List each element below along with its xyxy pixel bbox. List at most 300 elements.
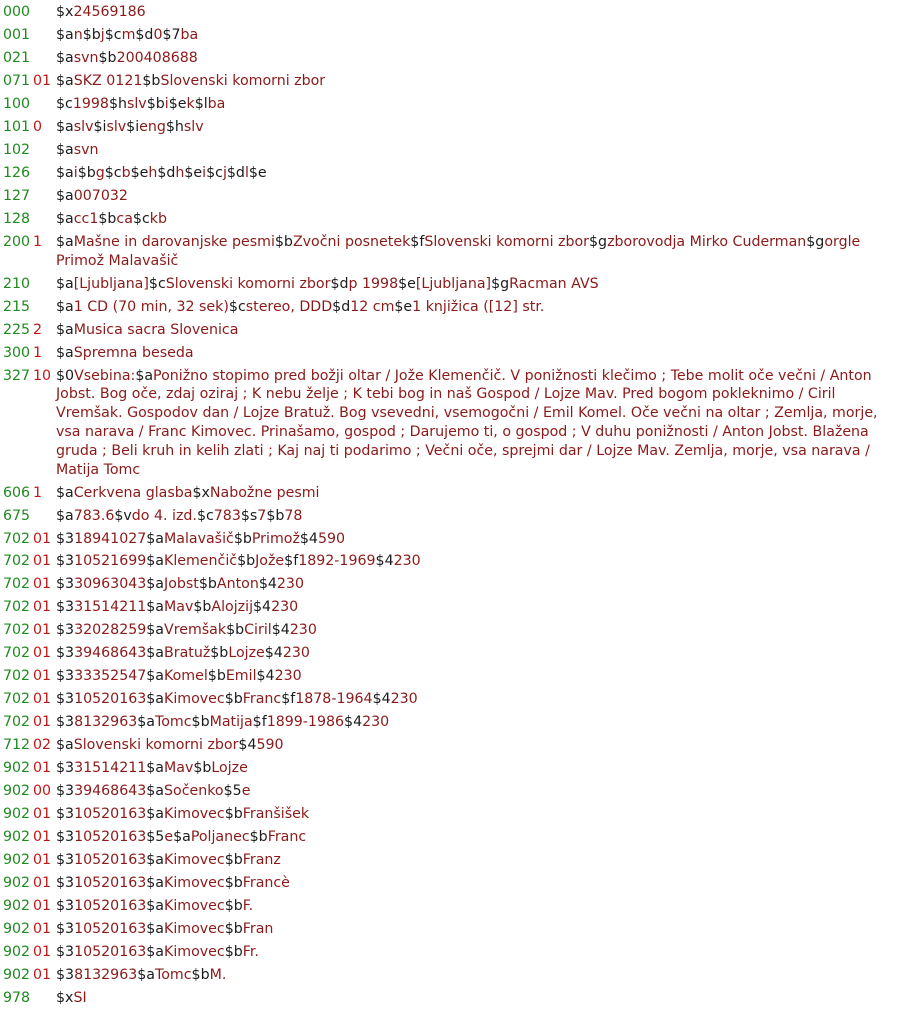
field-content	[56, 210, 900, 229]
field-tag: 902	[3, 829, 31, 846]
subfield-value: do 4. izd.	[131, 507, 197, 524]
field-702	[0, 690, 900, 713]
field-tag: 902	[3, 967, 31, 984]
subfield-code: $3	[56, 875, 75, 892]
field-128	[0, 210, 900, 233]
subfield-value: eng	[139, 118, 166, 135]
field-content	[56, 49, 900, 68]
field-indicator: 2	[33, 321, 43, 338]
subfield-value: 783	[213, 507, 241, 524]
field-225	[0, 321, 900, 344]
subfield-value: 230	[390, 691, 418, 708]
subfield-value: Fran	[242, 921, 274, 938]
subfield-code: $a	[56, 141, 74, 158]
subfield-code: $c	[104, 164, 122, 181]
subfield-value: Komel	[164, 668, 208, 685]
subfield-code: $a	[137, 967, 155, 984]
subfield-code: $0	[56, 367, 75, 384]
field-606	[0, 484, 900, 507]
subfield-code: $a	[173, 829, 191, 846]
subfield-value: Musica sacra Slovenica	[73, 321, 239, 338]
subfield-code: $3	[56, 668, 75, 685]
subfield-code: $x	[56, 4, 74, 20]
subfield-value: F.	[242, 898, 254, 915]
subfield-code: $b	[249, 829, 268, 846]
subfield-value: Jože	[255, 553, 285, 570]
subfield-code: $3	[56, 760, 75, 777]
field-indicator: 01	[33, 553, 52, 570]
field-101	[0, 118, 900, 141]
field-content	[56, 759, 900, 778]
subfield-code: $c	[148, 275, 166, 292]
field-tag: 902	[3, 852, 31, 869]
subfield-value: M.	[209, 967, 227, 984]
field-tag: 300	[3, 344, 31, 361]
subfield-value: kb	[149, 210, 167, 227]
field-indicator: 1	[33, 233, 43, 250]
subfield-value: Kimovec	[164, 806, 225, 823]
field-tag: 902	[3, 760, 31, 777]
subfield-value: Anton	[216, 576, 259, 593]
subfield-value: p 1998	[348, 275, 399, 292]
subfield-code: $4	[375, 553, 394, 570]
subfield-code: $b	[191, 967, 210, 984]
subfield-code: $3	[56, 783, 75, 800]
subfield-code: $a	[146, 576, 165, 593]
field-tag: 702	[3, 668, 31, 685]
subfield-value: zborovodja Mirko Cuderman	[607, 233, 807, 250]
field-tag: 702	[3, 599, 31, 616]
field-702	[0, 552, 900, 575]
subfield-value: 783.6	[73, 507, 115, 524]
subfield-code: $a	[56, 118, 74, 135]
subfield-code: $b	[191, 714, 210, 731]
subfield-code: $h	[165, 118, 184, 135]
field-tag: 001	[3, 26, 31, 43]
subfield-code: $b	[224, 852, 243, 869]
field-tag: 702	[3, 691, 31, 708]
subfield-code: $a	[146, 852, 165, 869]
field-tag: 675	[3, 507, 31, 524]
subfield-value: 33352547	[74, 668, 147, 685]
subfield-code: $a	[146, 944, 165, 961]
subfield-code: $a	[56, 344, 74, 361]
field-content	[56, 507, 900, 526]
field-content	[56, 943, 900, 962]
field-content	[56, 3, 900, 22]
subfield-value: 1998	[72, 95, 109, 112]
subfield-code: $e	[130, 164, 149, 181]
subfield-value: i	[202, 164, 207, 181]
subfield-code: $b	[193, 599, 212, 616]
subfield-value: slv	[73, 118, 94, 135]
field-102	[0, 141, 900, 164]
field-content	[56, 484, 900, 503]
subfield-code: $3	[56, 806, 75, 823]
field-content	[56, 530, 900, 549]
subfield-value: ba	[180, 26, 199, 43]
field-tag: 702	[3, 530, 31, 547]
subfield-value: 1878-1964	[295, 691, 373, 708]
subfield-code: $d	[135, 26, 154, 43]
subfield-code: $a	[146, 806, 165, 823]
subfield-value: Kimovec	[164, 852, 225, 869]
field-content	[56, 187, 900, 206]
field-content	[56, 233, 900, 271]
subfield-value: 200408688	[116, 49, 198, 66]
subfield-value: 590	[256, 737, 284, 754]
field-tag: 215	[3, 298, 31, 315]
subfield-value: SI	[73, 990, 87, 1007]
subfield-value: SKZ 0121	[73, 72, 143, 89]
subfield-code: $b	[233, 530, 252, 547]
field-content	[56, 298, 900, 317]
subfield-code: $a	[56, 484, 74, 501]
field-content	[56, 782, 900, 801]
field-indicator: 01	[33, 576, 52, 593]
subfield-value: Bratuž	[164, 645, 211, 662]
subfield-value: Slovenski komorni zbor	[165, 275, 331, 292]
subfield-value: Sočenko	[164, 783, 224, 800]
field-tag: 702	[3, 553, 31, 570]
field-content	[56, 141, 900, 160]
subfield-value: Kimovec	[164, 921, 225, 938]
subfield-code: $a	[56, 275, 74, 292]
subfield-value: Franz	[242, 852, 281, 869]
subfield-value: Alojzij	[211, 599, 254, 616]
subfield-value: 8132963	[74, 714, 138, 731]
subfield-value: Franc	[242, 691, 282, 708]
field-327	[0, 367, 900, 484]
field-tag: 128	[3, 210, 31, 227]
field-tag: 102	[3, 141, 31, 158]
subfield-value: 10520163	[74, 944, 147, 961]
subfield-code: $5	[223, 783, 242, 800]
subfield-value: Slovenski komorni zbor	[73, 737, 239, 754]
subfield-code: $c	[132, 210, 150, 227]
subfield-value: Tomc	[154, 714, 192, 731]
field-indicator: 1	[33, 344, 43, 361]
field-210	[0, 275, 900, 298]
subfield-code: $b	[224, 944, 243, 961]
field-tag: 000	[3, 4, 31, 20]
field-tag: 702	[3, 714, 31, 731]
subfield-code: $b	[224, 875, 243, 892]
subfield-code: $c	[56, 95, 73, 112]
field-127	[0, 187, 900, 210]
subfield-value: 39468643	[74, 783, 147, 800]
subfield-value: 8132963	[74, 967, 138, 984]
subfield-value: 31514211	[74, 760, 147, 777]
field-indicator: 01	[33, 875, 52, 892]
subfield-value: Nabožne pesmi	[209, 484, 320, 501]
subfield-value: j	[222, 164, 227, 181]
subfield-value: 30963043	[74, 576, 147, 593]
subfield-code: $3	[56, 898, 75, 915]
subfield-value: k	[186, 95, 195, 112]
subfield-code: $x	[192, 484, 210, 501]
subfield-value: Lojze	[228, 645, 265, 662]
field-indicator: 10	[33, 367, 52, 384]
subfield-value: Primož	[251, 530, 300, 547]
field-021	[0, 49, 900, 72]
subfield-code: $f	[284, 553, 299, 570]
subfield-code: $3	[56, 829, 75, 846]
subfield-code: $x	[56, 990, 74, 1007]
subfield-code: $4	[271, 622, 290, 639]
subfield-value: Franšišek	[242, 806, 310, 823]
subfield-value: Emil	[225, 668, 257, 685]
field-978	[0, 989, 900, 1012]
subfield-code: $a	[56, 737, 74, 754]
subfield-value: Mav	[164, 760, 194, 777]
subfield-value: 10520163	[74, 875, 147, 892]
field-902	[0, 943, 900, 966]
field-tag: 702	[3, 645, 31, 662]
subfield-code: $a	[146, 783, 165, 800]
subfield-value: Slovenski komorni zbor	[160, 72, 326, 89]
field-indicator: 01	[33, 852, 52, 869]
subfield-value: Ciril	[244, 622, 272, 639]
subfield-code: $d	[332, 298, 351, 315]
subfield-code: $a	[137, 714, 155, 731]
subfield-value: 7	[257, 507, 267, 524]
subfield-code: $b	[274, 233, 293, 250]
subfield-code: $3	[56, 944, 75, 961]
subfield-code: $b	[146, 95, 165, 112]
field-indicator: 01	[33, 530, 52, 547]
subfield-value: Racman AVS	[509, 275, 599, 292]
field-content	[56, 966, 900, 985]
subfield-code: $g	[589, 233, 608, 250]
subfield-value: slv	[183, 118, 204, 135]
field-tag: 021	[3, 49, 31, 66]
subfield-value: 10520163	[74, 691, 147, 708]
field-tag: 327	[3, 367, 31, 384]
subfield-code: $3	[56, 852, 75, 869]
field-tag: 200	[3, 233, 31, 250]
subfield-code: $4	[264, 645, 283, 662]
subfield-value: 78	[284, 507, 303, 524]
subfield-code: $b	[193, 760, 212, 777]
field-indicator: 00	[33, 783, 52, 800]
subfield-value: 590	[317, 530, 346, 547]
subfield-code: $e	[248, 164, 267, 181]
subfield-code: $3	[56, 622, 75, 639]
field-tag: 902	[3, 783, 31, 800]
subfield-value: 230	[289, 622, 317, 639]
subfield-value: l	[244, 164, 249, 181]
subfield-value: 230	[274, 668, 302, 685]
subfield-value: ba	[207, 95, 226, 112]
subfield-value: Ponižno stopimo pred božji oltar / Jože Klemenčič. V ponižnosti klečimo ; Tebe molit oče večni / Anton Jobst. Bog oče, zdaj oziraj ; K nebu želje ; K tebi bog in naš Gospod / Lojze Mav. Pred bogom pokleknimo / Ciril Vremšak. Gospodov dan / Lojze Bratuž. Bog vsevedni, vsemogočni / Emil Komel. Oče večni na oltar ; Zemlja, morje, vsa narava / Franc Kimovec. Prinašamo, gospod ; Darujemo ti, o gospod ; V duhu ponižnosti / Anton Jobst. Blažena gruda ; Beli kruh in kelih zlati ; Kaj naj ti podarimo ; Večni oče, sprejmi dar / Lojze Mav. Zemlja, morje, vsa narava / Matija Tomc	[56, 367, 883, 478]
subfield-value: m	[121, 26, 136, 43]
field-071	[0, 72, 900, 95]
subfield-code: $4	[299, 530, 318, 547]
subfield-value: Lojze	[211, 760, 248, 777]
subfield-value: Jobst	[164, 576, 199, 593]
field-content	[56, 667, 900, 686]
subfield-value: 1 knjižica ([12] str.	[412, 298, 545, 315]
subfield-code: $3	[56, 530, 75, 547]
field-content	[56, 690, 900, 709]
subfield-code: $d	[226, 164, 245, 181]
subfield-code: $b	[198, 576, 217, 593]
subfield-value: i	[164, 95, 169, 112]
subfield-code: $d	[157, 164, 176, 181]
subfield-code: $4	[256, 668, 275, 685]
field-indicator: 01	[33, 944, 52, 961]
subfield-code: $4	[238, 737, 257, 754]
subfield-code: $4	[258, 576, 277, 593]
field-tag: 902	[3, 806, 31, 823]
subfield-code: $h	[108, 95, 127, 112]
field-content	[56, 118, 900, 137]
subfield-value: 230	[393, 553, 421, 570]
field-content	[56, 72, 900, 91]
field-content	[56, 989, 900, 1008]
field-indicator: 01	[33, 668, 52, 685]
subfield-code: $a	[56, 26, 74, 43]
field-tag: 225	[3, 321, 31, 338]
subfield-code: $a	[146, 898, 165, 915]
subfield-value: 0	[153, 26, 163, 43]
field-indicator: 01	[33, 622, 52, 639]
subfield-value: Poljanec	[190, 829, 250, 846]
subfield-code: $b	[210, 645, 229, 662]
field-902	[0, 851, 900, 874]
field-902	[0, 782, 900, 805]
subfield-code: $e	[394, 298, 413, 315]
subfield-value: cc1	[73, 210, 99, 227]
field-tag: 902	[3, 898, 31, 915]
field-content	[56, 805, 900, 824]
field-content	[56, 575, 900, 594]
subfield-value: stereo, DDD	[245, 298, 333, 315]
subfield-value: [Ljubljana]	[415, 275, 492, 292]
subfield-code: $b	[266, 507, 285, 524]
subfield-value: h	[175, 164, 185, 181]
subfield-value: n	[73, 26, 83, 43]
field-902	[0, 897, 900, 920]
subfield-code: $4	[253, 599, 272, 616]
field-content	[56, 897, 900, 916]
field-content	[56, 321, 900, 340]
subfield-value: 1 CD (70 min, 32 sek)	[73, 298, 229, 315]
subfield-code: $a	[146, 622, 165, 639]
field-indicator: 01	[33, 967, 52, 984]
field-indicator: 01	[33, 72, 52, 89]
subfield-code: $b	[224, 898, 243, 915]
subfield-code: $a	[146, 668, 165, 685]
subfield-value: j	[100, 26, 105, 43]
field-702	[0, 575, 900, 598]
field-content	[56, 713, 900, 732]
subfield-code: $b	[207, 668, 226, 685]
subfield-value: Kimovec	[164, 691, 225, 708]
field-001	[0, 26, 900, 49]
subfield-code: $4	[372, 691, 391, 708]
field-902	[0, 874, 900, 897]
subfield-value: Franc	[267, 829, 307, 846]
subfield-value: 10520163	[74, 852, 147, 869]
subfield-code: $a	[146, 691, 165, 708]
subfield-code: $f	[410, 233, 425, 250]
subfield-code: $b	[77, 164, 96, 181]
field-indicator: 01	[33, 829, 52, 846]
subfield-value: Spremna beseda	[73, 344, 194, 361]
subfield-value: Mašne in darovanjske pesmi	[73, 233, 275, 250]
field-tag: 702	[3, 576, 31, 593]
subfield-code: $5	[146, 829, 165, 846]
subfield-value: Kimovec	[164, 875, 225, 892]
subfield-code: $3	[56, 553, 75, 570]
subfield-code: $3	[56, 921, 75, 938]
field-100	[0, 95, 900, 118]
subfield-value: 230	[362, 714, 390, 731]
subfield-value: 10520163	[74, 806, 147, 823]
subfield-code: $3	[56, 691, 75, 708]
field-702	[0, 644, 900, 667]
subfield-value: 10520163	[74, 921, 147, 938]
field-902	[0, 828, 900, 851]
subfield-code: $e	[398, 275, 416, 292]
subfield-code: $a	[146, 875, 165, 892]
field-tag: 127	[3, 187, 31, 204]
subfield-value: 39468643	[74, 645, 147, 662]
field-702	[0, 530, 900, 553]
subfield-code: $c	[206, 164, 223, 181]
field-tag: 902	[3, 921, 31, 938]
field-content	[56, 874, 900, 893]
field-content	[56, 164, 900, 183]
field-content	[56, 344, 900, 363]
subfield-value: slv	[106, 118, 127, 135]
subfield-code: $f	[252, 714, 267, 731]
field-indicator: 01	[33, 599, 52, 616]
field-indicator: 01	[33, 760, 52, 777]
subfield-value: 10520163	[74, 829, 147, 846]
subfield-value: 1892-1969	[298, 553, 376, 570]
subfield-code: $c	[104, 26, 122, 43]
subfield-code: $f	[281, 691, 296, 708]
field-902	[0, 966, 900, 989]
subfield-value: slv	[126, 95, 147, 112]
subfield-value: 18941027	[74, 530, 147, 547]
subfield-code: $c	[196, 507, 214, 524]
subfield-code: $a	[56, 298, 74, 315]
subfield-code: $e	[184, 164, 203, 181]
field-indicator: 01	[33, 645, 52, 662]
field-902	[0, 759, 900, 782]
subfield-value: orgle Primož Malavašič	[56, 233, 865, 269]
subfield-value: 32028259	[74, 622, 147, 639]
subfield-code: $g	[491, 275, 510, 292]
subfield-code: $e	[168, 95, 187, 112]
subfield-value: Francè	[242, 875, 290, 892]
subfield-value: [Ljubljana]	[73, 275, 149, 292]
subfield-code: $b	[226, 622, 245, 639]
subfield-value: Kimovec	[164, 898, 225, 915]
subfield-value: 31514211	[74, 599, 147, 616]
subfield-code: $s	[240, 507, 258, 524]
field-902	[0, 920, 900, 943]
subfield-code: $g	[806, 233, 825, 250]
subfield-code: $b	[82, 26, 101, 43]
subfield-code: $b	[237, 553, 256, 570]
field-tag: 101	[3, 118, 31, 135]
subfield-code: $3	[56, 599, 75, 616]
